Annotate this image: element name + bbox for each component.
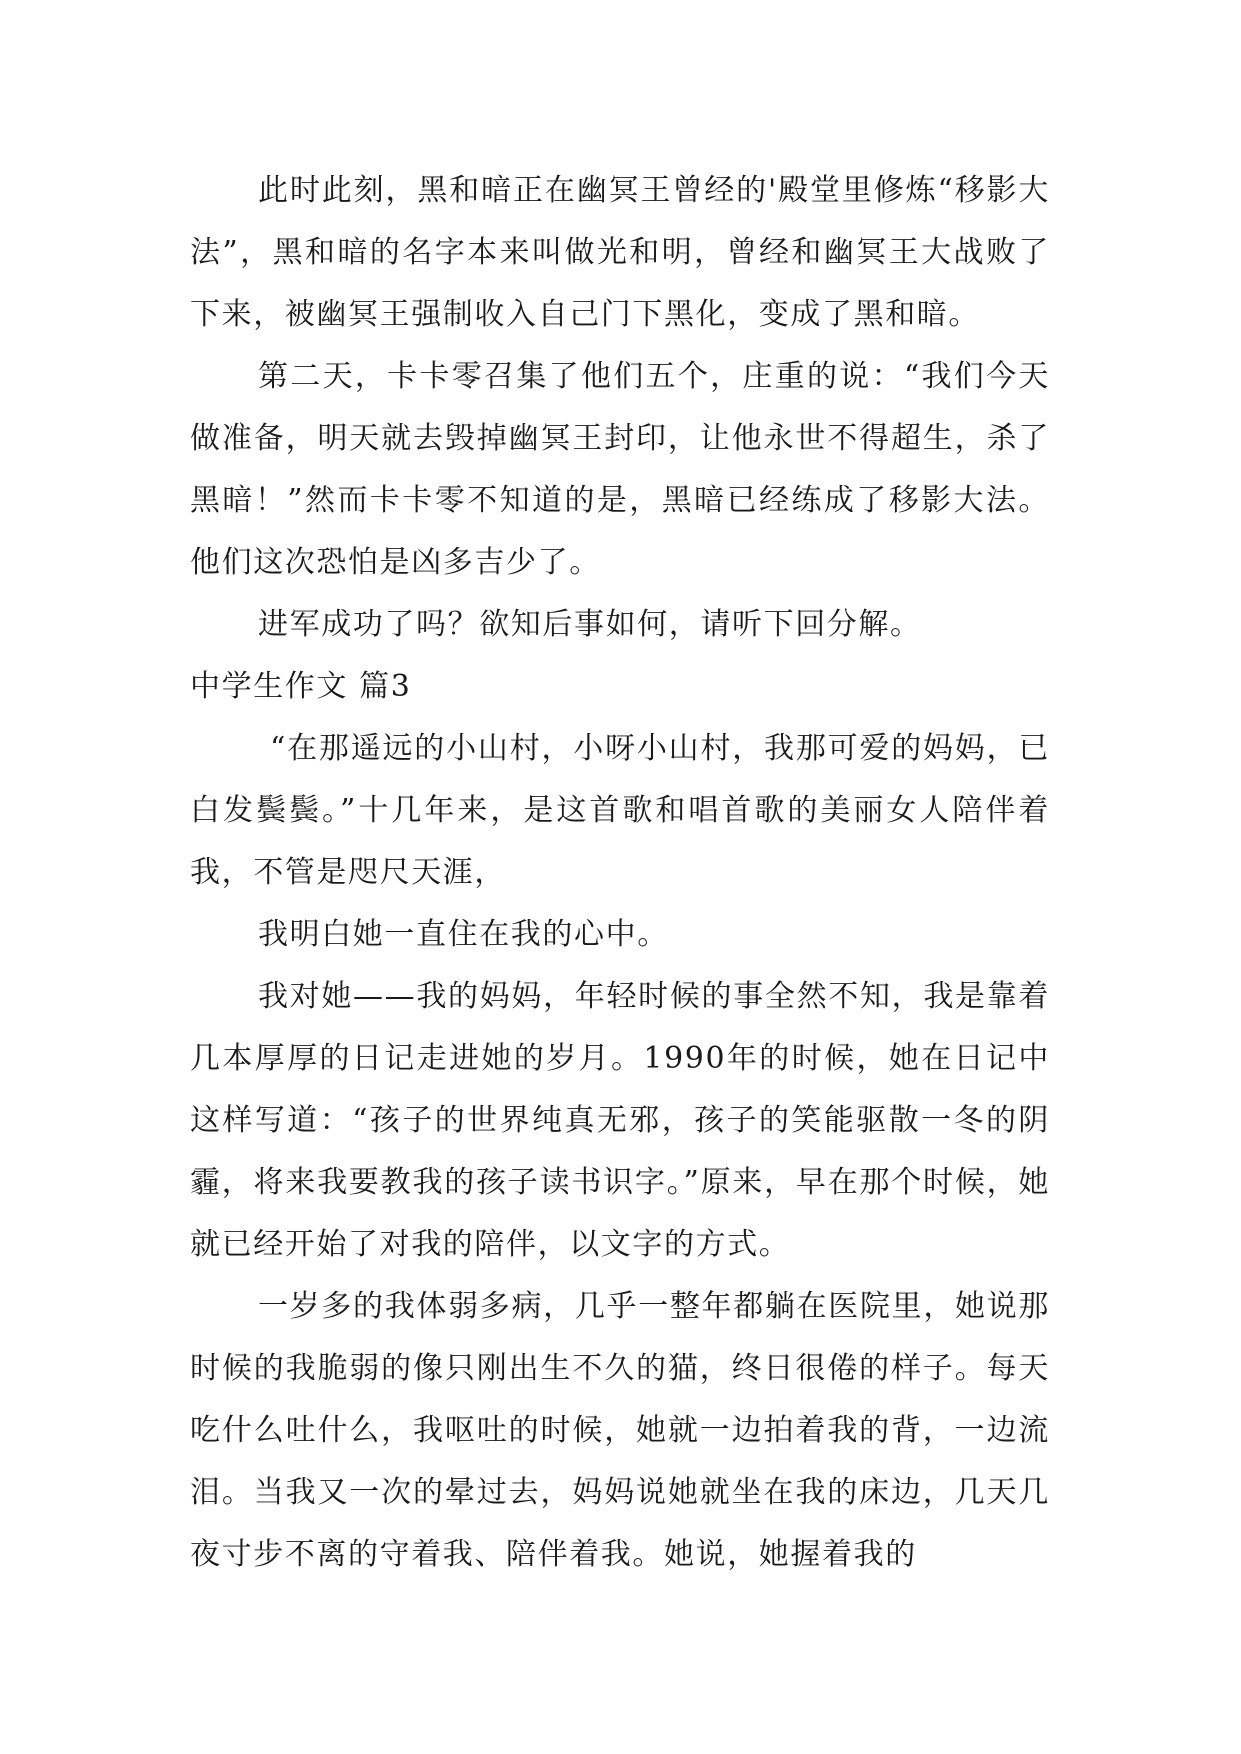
paragraph: 我明白她一直住在我的心中。 (258, 917, 669, 952)
paragraph: 进军成功了吗？欲知后事如何，请听下回分解。 (258, 607, 922, 642)
paragraph: 我对她——我的妈妈，年轻时候的事全然不知，我是靠着几本厚厚的日记走进她的岁月。1990年的时候，她在日记中这样写道：“孩子的世界纯真无邪，孩子的笑能驱散一冬的阴霾，将来我要教我的孩子读书识字。”原来，早在那个时候，她就已经开始了对我的陪伴，以文字的方式。 (190, 979, 1050, 1262)
paragraph: 一岁多的我体弱多病，几乎一整年都躺在医院里，她说那时候的我脆弱的像只刚出生不久的猫，终日很倦的样子。每天吃什么吐什么，我呕吐的时候，她就一边拍着我的背，一边流泪。当我又一次的晕过去，妈妈说她就坐在我的床边，几天几夜寸步不离的守着我、陪伴着我。她说，她握着我的 (190, 1289, 1050, 1572)
paragraph: 第二天，卡卡零召集了他们五个，庄重的说：“我们今天做准备，明天就去毁掉幽冥王封印，让他永世不得超生，杀了黑暗！”然而卡卡零不知道的是，黑暗已经练成了移影大法。他们这次恐怕是凶多吉少了。 (190, 359, 1050, 580)
paragraph: “在那遥远的小山村，小呀小山村，我那可爱的妈妈，已白发鬓鬓。”十几年来，是这首歌和唱首歌的美丽女人陪伴着我，不管是咫尺天涯， (190, 731, 1050, 890)
paragraph: 此时此刻，黑和暗正在幽冥王曾经的'殿堂里修炼“移影大法”，黑和暗的名字本来叫做光和明，曾经和幽冥王大战败了下来，被幽冥王强制收入自己门下黑化，变成了黑和暗。 (190, 173, 1050, 332)
document-body (190, 160, 1050, 1586)
section-heading: 中学生作文 篇3 (190, 669, 412, 704)
